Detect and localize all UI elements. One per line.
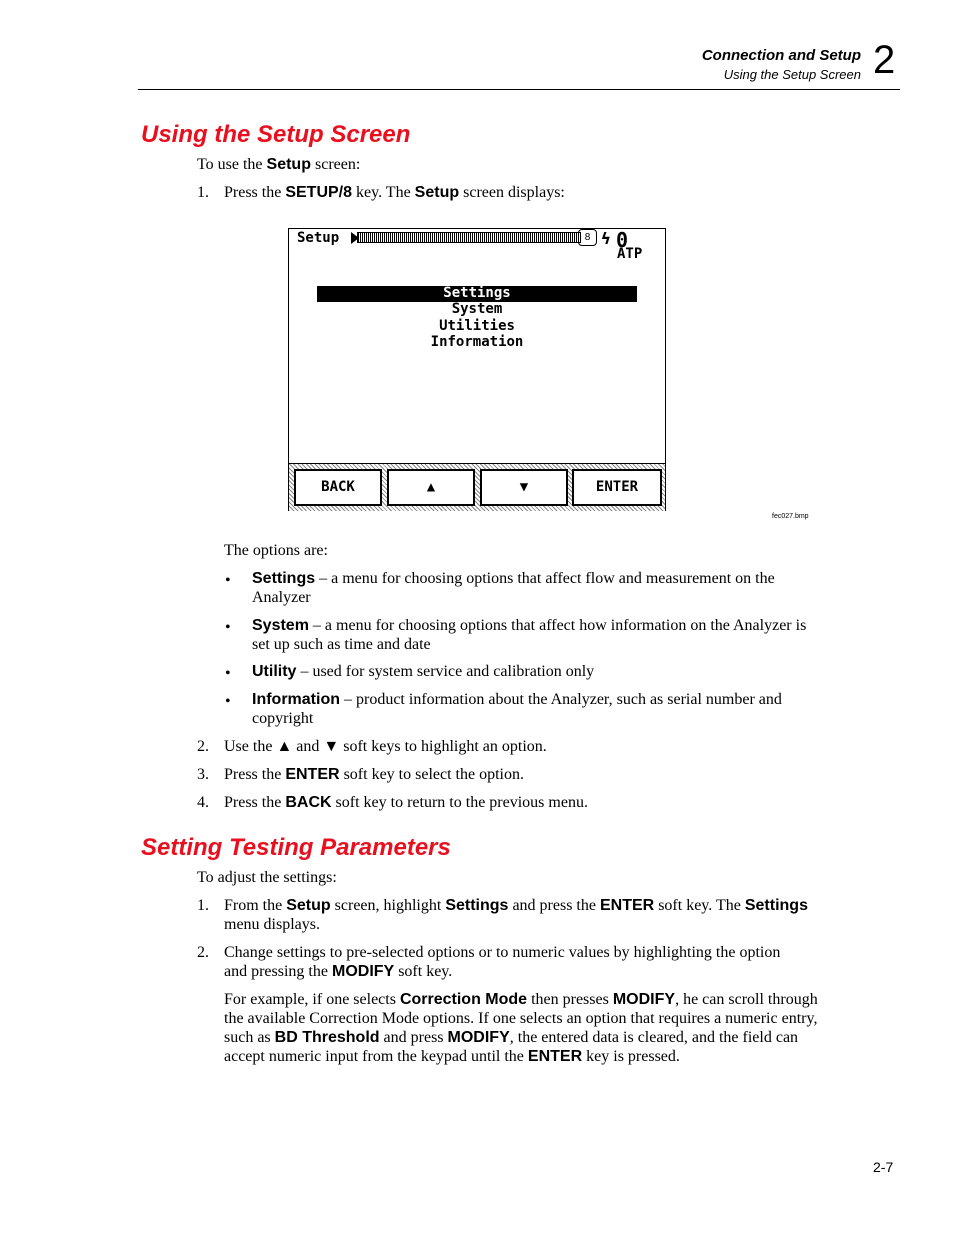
option-utility: Utility – used for system service and calibration only xyxy=(252,663,595,680)
options-intro: The options are: xyxy=(224,542,328,559)
step-2-text: Use the ▲ and ▼ soft keys to highlight an option. xyxy=(224,738,547,755)
step-number: 2. xyxy=(197,738,209,755)
status-label: ATP xyxy=(617,246,643,262)
bullet-icon: • xyxy=(225,619,231,636)
up-softkey[interactable]: ▲ xyxy=(387,469,475,506)
option-system: System – a menu for choosing options that affect how information on the Analyzer is set up such as time and date xyxy=(252,617,807,653)
s2-step-1-text: From the Setup screen, highlight Settings and press the ENTER soft key. The Settings menu displays. xyxy=(224,897,808,933)
menu-item-information[interactable]: Information xyxy=(430,334,524,350)
chapter-number: 2 xyxy=(873,38,896,82)
menu-item-system[interactable]: System xyxy=(451,301,503,317)
step-number: 1. xyxy=(197,184,209,201)
header-rule xyxy=(138,89,900,90)
section2-intro: To adjust the settings: xyxy=(197,869,337,886)
option-information: Information – product information about the Analyzer, such as serial number and copyright xyxy=(252,691,782,727)
page-number: 2-7 xyxy=(873,1159,894,1175)
bullet-icon: • xyxy=(225,572,231,589)
section-heading-testing-parameters: Setting Testing Parameters xyxy=(141,834,451,861)
enter-softkey[interactable]: ENTER xyxy=(572,469,662,506)
running-header-title: Connection and Setup xyxy=(701,47,861,64)
step-number: 3. xyxy=(197,766,209,783)
screen-badge: 8 xyxy=(578,229,597,246)
battery-indicator: 0 xyxy=(616,228,629,252)
step-4-text: Press the BACK soft key to return to the previous menu. xyxy=(224,794,588,811)
menu-item-settings[interactable]: Settings xyxy=(443,285,511,301)
up-arrow-icon: ▲ xyxy=(276,738,293,755)
step-1-text: Press the SETUP/8 key. The Setup screen displays: xyxy=(224,184,565,201)
screen-status-bar xyxy=(357,232,581,243)
section1-intro: To use the Setup screen: xyxy=(197,156,361,173)
step-number: 4. xyxy=(197,794,209,811)
menu-item-utilities[interactable]: Utilities xyxy=(439,318,515,334)
step-3-text: Press the ENTER soft key to select the option. xyxy=(224,766,524,783)
step-number: 2. xyxy=(197,944,209,961)
option-settings: Settings – a menu for choosing options that affect flow and measurement on the Analyzer xyxy=(252,570,775,606)
bullet-icon: • xyxy=(225,693,231,710)
step-number: 1. xyxy=(197,897,209,914)
screen-title: Setup xyxy=(297,230,340,246)
power-icon: ϟ xyxy=(601,229,611,248)
bullet-icon: • xyxy=(225,665,231,682)
example-paragraph: For example, if one selects Correction Mode then presses MODIFY, he can scroll through the available Correction Mode options. If one selects an option that requires a numeric entry, such as BD Threshold and press MODIFY, the entered data is cleared, and the field can accept numeric input from the keypad until the ENTER key is pressed. xyxy=(224,991,818,1065)
softkey-bar xyxy=(289,463,665,511)
setup-screen-figure xyxy=(288,228,666,511)
figure-caption: fec027.bmp xyxy=(772,513,809,520)
back-softkey[interactable]: BACK xyxy=(294,469,382,506)
running-header-subtitle: Using the Setup Screen xyxy=(723,67,861,82)
down-softkey[interactable]: ▼ xyxy=(480,469,568,506)
section-heading-setup-screen: Using the Setup Screen xyxy=(141,121,411,148)
down-arrow-icon: ▼ xyxy=(323,738,340,755)
s2-step-2-text: Change settings to pre-selected options or to numeric values by highlighting the option and pressing the MODIFY soft key. xyxy=(224,944,781,980)
